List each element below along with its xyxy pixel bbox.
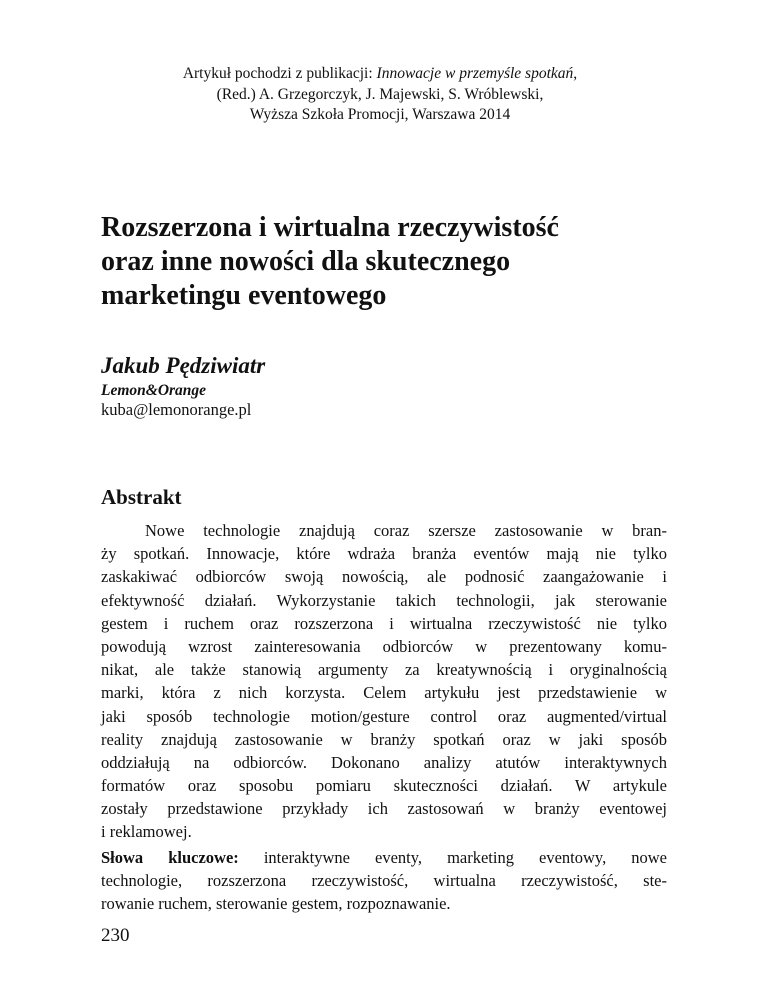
source-note-line-2: (Red.) A. Grzegorczyk, J. Majewski, S. Wróblewski,: [216, 85, 544, 103]
abstract-line: formatów oraz sposobu pomiaru skuteczności działań. W artykule: [101, 776, 667, 796]
source-book-title: Innowacje w przemyśle spotkań: [376, 65, 574, 82]
abstract-line: zaskakiwać odbiorców swoją nowością, ale podnosić zaangażowanie i: [101, 567, 667, 587]
keywords-label: Słowa kluczowe:: [101, 848, 239, 867]
abstract-line: gestem i ruchem oraz rozszerzona i wirtualna rzeczywistość nie tylko: [101, 613, 667, 633]
article-title: [101, 211, 701, 313]
abstract-line: nikat, ale także stanowią argumenty za kreatywnością i oryginalnością: [101, 660, 667, 680]
abstract-body: [101, 519, 667, 844]
abstract-line: Nowe technologie znajdują coraz szersze zastosowanie w bran-: [145, 521, 667, 540]
keywords-text: interaktywne eventy, marketing eventowy, nowe: [238, 848, 667, 867]
abstract-line: ży spotkań. Innowacje, które wdraża branża eventów mają nie tylko: [101, 544, 667, 564]
abstract-line: reality znajdują zastosowanie w branży spotkań oraz w jaki sposób: [101, 729, 667, 749]
abstract-line: powodują wzrost zainteresowania odbiorców w prezentowany komu-: [101, 636, 667, 656]
keywords-block: [101, 846, 667, 916]
keywords-line: rowanie ruchem, sterowanie gestem, rozpoznawanie.: [101, 894, 451, 914]
keywords-line: [101, 846, 667, 869]
source-note-line-1: [80, 64, 680, 85]
abstract-line: i reklamowej.: [101, 822, 192, 842]
title-line: Rozszerzona i wirtualna rzeczywistość: [101, 212, 559, 243]
page-number: 230: [101, 925, 130, 946]
author-affiliation: Lemon&Orange: [101, 382, 207, 399]
abstract-line: efektywność działań. Wykorzystanie takich technologii, jak sterowanie: [101, 590, 667, 610]
title-line: oraz inne nowości dla skutecznego: [101, 246, 511, 277]
abstract-heading: Abstrakt: [101, 485, 182, 509]
author-name: Jakub Pędziwiatr: [101, 353, 266, 378]
abstract-line: jaki sposób technologie motion/gesture control oraz augmented/virtual: [101, 706, 667, 726]
source-note-line-3: Wyższa Szkoła Promocji, Warszawa 2014: [249, 106, 511, 123]
source-note-prefix: Artykuł pochodzi z publikacji:: [182, 65, 377, 82]
keywords-line: technologie, rozszerzona rzeczywistość, wirtualna rzeczywistość, ste-: [101, 871, 667, 891]
abstract-line: marki, która z nich korzysta. Celem artykułu jest przedstawienie w: [101, 683, 667, 703]
source-note-suffix: ,: [573, 65, 578, 82]
source-note: [80, 64, 680, 126]
abstract-line: zostały przedstawione przykłady ich zastosowań w branży eventowej: [101, 799, 667, 819]
title-line: marketingu eventowego: [101, 280, 387, 311]
abstract-line: oddziałują na odbiorców. Dokonano analizy atutów interaktywnych: [101, 752, 667, 772]
author-email: kuba@lemonorange.pl: [101, 400, 252, 419]
